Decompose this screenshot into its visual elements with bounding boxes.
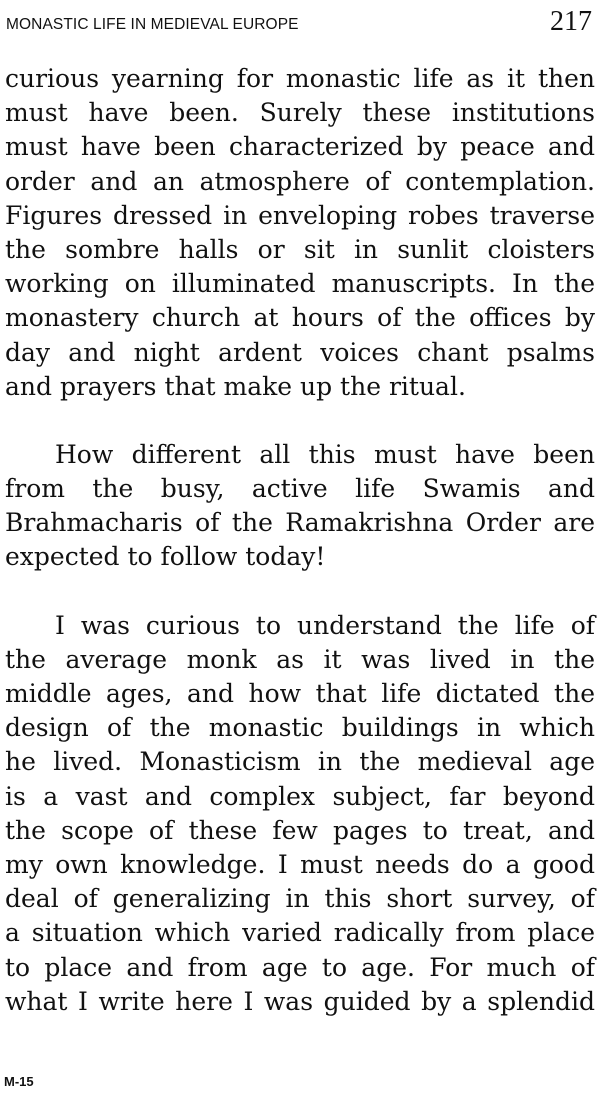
text-line: middle ages, and how that life dictated the [5,679,595,708]
running-header [6,6,594,40]
paragraph [5,438,595,575]
text-line: the scope of these few pages to treat, and [5,815,595,845]
text-line: How different all this must have been [55,439,595,469]
text-line: must have been characterized by peace and [5,132,595,162]
paragraph [5,62,595,404]
text-line: order and an atmosphere of contemplation. [5,166,595,196]
text-line: and prayers that make up the ritual. [5,371,466,401]
text-line: Figures dressed in enveloping robes traverse [5,200,595,230]
page-number: 217 [550,6,592,37]
text-line: from the busy, active life Swamis and [5,474,595,504]
text-line: a situation which varied radically from place [5,918,595,948]
text-line: he lived. Monasticism in the medieval age [5,747,595,777]
text-line: curious yearning for monastic life as it then [5,64,595,93]
text-line: to place and from age to age. For much of [5,952,595,982]
text-line: expected to follow today! [5,542,326,572]
signature-mark: M-15 [4,1074,34,1089]
text-line: my own knowledge. I must needs do a good [5,849,595,879]
running-title: MONASTIC LIFE IN MEDIEVAL EUROPE [6,16,299,33]
body-text [5,62,595,1019]
text-line: working on illuminated manuscripts. In the [5,269,595,299]
text-line: the average monk as it was lived in the [5,644,595,674]
text-line: the sombre halls or sit in sunlit cloisters [5,234,595,264]
text-line: day and night ardent voices chant psalms [5,337,595,367]
text-line: design of the monastic buildings in which [5,713,595,743]
text-line: I was curious to understand the life of [55,610,595,640]
text-line: monastery church at hours of the offices by [5,303,595,333]
text-line: Brahmacharis of the Ramakrishna Order are [5,508,595,538]
text-line: what I write here I was guided by a splendid [5,986,595,1016]
paragraph [5,609,595,1019]
text-line: deal of generalizing in this short survey, of [5,884,595,914]
text-line: must have been. Surely these institutions [5,98,595,128]
text-line: is a vast and complex subject, far beyond [5,781,595,811]
